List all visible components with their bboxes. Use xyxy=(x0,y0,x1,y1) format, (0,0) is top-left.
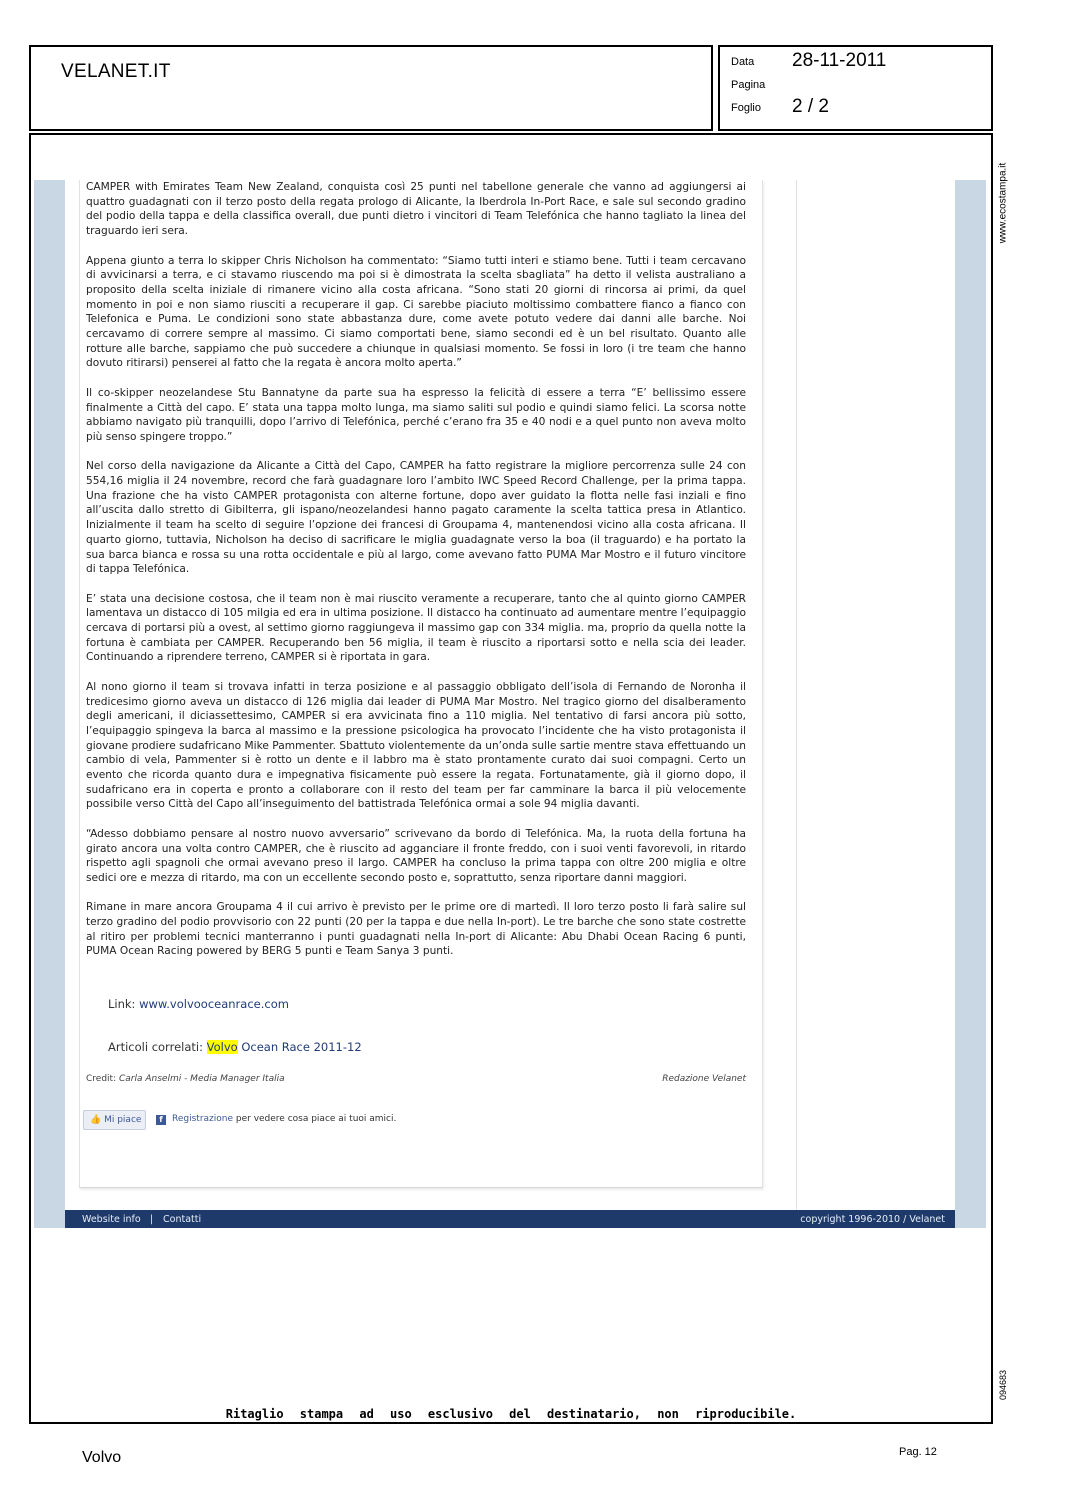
reproduction-notice: Ritaglio stampa ad uso esclusivo del destinatario, non riproducibile. xyxy=(225,1407,797,1421)
side-website-text: www.ecostampa.it xyxy=(997,162,1009,244)
related-article-link[interactable] xyxy=(207,1040,362,1054)
copyright: copyright 1996-2010 / Velanet xyxy=(800,1214,945,1225)
side-code xyxy=(995,1362,1011,1408)
pagina-label: Pagina xyxy=(731,79,766,91)
article-body xyxy=(86,180,746,974)
source-name: VELANET.IT xyxy=(61,61,171,82)
credit-value: Carla Anselmi - Media Manager Italia xyxy=(118,1074,285,1084)
header-source-box xyxy=(29,45,713,131)
article-paragraph: Appena giunto a terra lo skipper Chris Nicholson ha commentato: “Siamo tutti interi e stiamo bene. Tutti i team cercavano di avvicinarsi a terra, e ci stavamo riuscendo ma poi si è dimostrata la scelta sbagliata” ha detto il velista australiano a proposito della scelta iniziale di rimanere vicino alla costa africana. “Sono stati 20 giorni di rincorsa ai primi, da quel momento in poi e non siamo riusciti a recuperare il gap. Ci sarebbe piaciuto moltissimo combattere fianco a fianco con Telefonica e Puma. Le condizioni sono state abbastanza dure, come avete potuto vedere dai danni alle barche. Noi cercavamo di correre sempre al massimo. Ci siamo comportati bene, siamo secondi ed è un bel risultato. Quanto alle rotture alle barche, sappiamo che può succedere a chiunque in qualsiasi momento. Se fossi in loro (i tre team che hanno dovuto ritirarsi) penserei al fatto che la regata è ancora molto aperta.” xyxy=(86,254,746,370)
article-box xyxy=(79,180,763,1188)
related-articles xyxy=(108,1040,362,1054)
article-paragraph: Al nono giorno il team si trovava infatti in terza posizione e al passaggio obbligato dell’isola di Fernando de Noronha il tredicesimo giorno aveva un distacco di 126 miglia dai leader di PUMA Mar Mostro. Nel tragico giorno del disalberamento degli americani, il diciassettesimo, CAMPER si era avvicinata fino a 110 miglia. Nel tentativo di farsi ancora più sotto, l’equipaggio spingeva la barca al massimo e la pressione psicologica ha provocato l’incidente che ha visto protagonista il giovane prodiere sudafricano Mike Pammenter. Sbattuto violentemente da un’onda sulle sartie mentre stava effettuando un cambio di vela, Pammenter si è rotto un dente e il labbro ma è stato prontamente curato dai suoi compagni. Certo un evento che ricorda quanto dura e impegnativa fisicamente può essere la regata. Fortunatamente, già il giorno dopo, il sudafricano era in coperta e pronto a collaborare con il resto del team per far camminare la barca il più velocemente possibile verso Città del Capo all’inseguimento del battistrada Telefónica ormai a sole 94 miglia davanti. xyxy=(86,680,746,811)
foglio-label: Foglio xyxy=(731,102,761,114)
link-line xyxy=(108,997,289,1011)
related-link-rest: Ocean Race 2011-12 xyxy=(237,1040,362,1054)
credit-line xyxy=(86,1074,746,1084)
credit-label: Credit: xyxy=(86,1074,117,1084)
data-label: Data xyxy=(731,56,755,68)
like-message xyxy=(172,1114,396,1124)
like-button[interactable] xyxy=(83,1110,146,1130)
register-link[interactable]: Registrazione xyxy=(172,1114,234,1124)
facebook-icon: f xyxy=(156,1115,166,1125)
page-background-right xyxy=(955,180,986,1228)
webpage-capture xyxy=(34,180,986,1230)
data-value: 28-11-2011 xyxy=(792,50,887,71)
article-paragraph: E’ stata una decisione costosa, che il team non è mai riuscito veramente a recuperare, tanto che al quinto giorno CAMPER lamentava un distacco di 105 milgia ed era in ultima posizione. Il distacco ha continuato ad aumentare mentre l’equipaggio cercava di portarsi più a ovest, al settimo giorno raggiungeva il massimo gap con 334 miglia. ma, proprio da quella notte la fortuna è cambiata per CAMPER. Recuperando ben 56 miglia, il team è riuscito a riportarsi sotto e nella scia dei leader. Continuando a riprendere terreno, CAMPER si è riportata in gara. xyxy=(86,592,746,664)
article-paragraph: Nel corso della navigazione da Alicante a Città del Capo, CAMPER ha fatto registrare la migliore percorrenza sulle 24 con 554,16 miglia il 24 novembre, record che farà guadagnare loro l’ambito IWC Speed Record Challenge, per la prima tappa. Una frazione che ha visto CAMPER protagonista con alterne fortune, dopo aver guidato la flotta nelle fasi inziali e fino all’uscita dallo stretto di Gibilterra, gli ispano/neozelandesi hanno pagato caramente la scelta tattica presa in Atlantico. Inizialmente il team ha scelto di seguire l’opzione dei francesi di Groupama 4, mantenendosi vicino alla costa africana. Il quarto giorno, tuttavia, Nicholson ha deciso di sacrificare le miglia guadagnate verso la boa (il traguardo) e ha portato la sua barca bianca e rossa su una rotta occidentale e più al largo, come avevano fatto PUMA Mar Mostro e il futuro vincitore di tappa Telefónica. xyxy=(86,460,746,576)
page-keyword: Volvo xyxy=(82,1449,122,1466)
page-background-left xyxy=(34,180,65,1228)
header-meta-box xyxy=(718,45,993,131)
right-column-divider xyxy=(796,180,797,1210)
side-code-text: 094683 xyxy=(998,1369,1008,1401)
link-label: Link: xyxy=(108,997,136,1011)
related-label: Articoli correlati: xyxy=(108,1040,203,1054)
article-paragraph: Rimane in mare ancora Groupama 4 il cui arrivo è previsto per le prime ore di martedì. Il loro terzo posto li farà salire sul terzo gradino del podio provvisorio con 22 punti (20 per la tappa e due nella In-port). Le tre barche che sono state costrette al ritiro per problemi tecnici manterranno i punti guadagnati nella In-port di Alicante: Abu Dhabi Ocean Racing 6 punti, PUMA Ocean Racing powered by BERG 5 punti e Team Sanya 3 punti. xyxy=(86,901,746,958)
content-area xyxy=(65,180,955,1210)
side-website xyxy=(995,148,1011,258)
site-footer xyxy=(65,1210,955,1228)
article-paragraph: Il co-skipper neozelandese Stu Bannatyne da parte sua ha espresso la felicità di essere a terra “E’ bellissimo essere finalmente a Città del capo. E’ stata una tappa molto lunga, ma siamo saliti sul podio e quindi siamo felici. La scorsa notte abbiamo navigato più tranquilli, dopo l’arrivo di Telefónica, perché c’erano fra 35 e 40 nodi e a quel punto non aveva molto più senso spingere troppo.” xyxy=(86,386,746,443)
register-message: per vedere cosa piace ai tuoi amici. xyxy=(233,1114,397,1124)
footer-separator: | xyxy=(150,1214,154,1225)
article-paragraph: CAMPER with Emirates Team New Zealand, conquista così 25 punti nel tabellone generale che vanno ad aggiungersi ai quattro guadagnati con il terzo posto della regata prologo di Alicante, la Iberdrola In-Port Race, e sale sul secondo gradino del podio della tappa e della classifica overall, due punti dietro i vincitori di Team Telefónica che hanno tagliato la linea del traguardo ieri sera. xyxy=(86,181,746,238)
credit-right: Redazione Velanet xyxy=(662,1074,746,1084)
thumbs-up-icon: 👍 xyxy=(90,1115,102,1125)
contatti-link[interactable]: Contatti xyxy=(163,1214,202,1225)
related-highlight: Volvo xyxy=(206,1040,238,1054)
volvo-ocean-race-link[interactable]: www.volvooceanrace.com xyxy=(139,997,289,1011)
website-info-link[interactable]: Website info xyxy=(82,1214,141,1225)
article-paragraph: “Adesso dobbiamo pensare al nostro nuovo avversario” scrivevano da bordo di Telefónica. Ma, la ruota della fortuna ha girato ancora una volta contro CAMPER, che è riuscito ad agganciare il fronte freddo, con i suoi venti favorevoli, in ritardo rispetto agli spagnoli che ormai avevano preso il largo. CAMPER ha concluso la prima tappa con oltre 200 miglia e oltre sedici ore e mezza di ritardo, ma con un eccellente secondo posto e, soprattutto, senza riportare danni maggiori. xyxy=(86,827,746,884)
like-button-label: Mi piace xyxy=(104,1115,142,1125)
page-number: Pag. 12 xyxy=(899,1446,937,1458)
foglio-value: 2 / 2 xyxy=(792,96,829,117)
